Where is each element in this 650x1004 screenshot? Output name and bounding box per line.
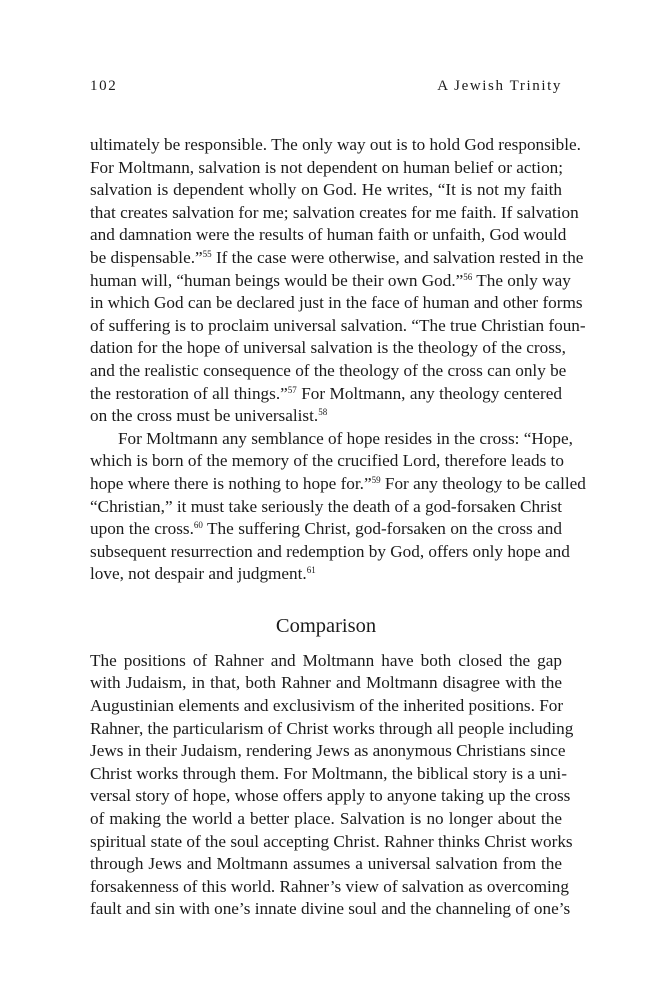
footnote-ref: 55 <box>202 248 212 259</box>
text-line: on the cross must be universalist.$^{58}$ <box>90 406 328 426</box>
paragraph-2 <box>90 428 586 586</box>
text-line: hope where there is nothing to hope for.”$^{59}$ For any theology to be called <box>90 473 586 493</box>
text-line: spiritual state of the soul accepting Christ. Rahner thinks Christ works <box>90 831 573 851</box>
footnote-ref: 57 <box>287 384 297 395</box>
text-line: which is born of the memory of the crucified Lord, therefore leads to <box>90 451 564 471</box>
footnote-ref: 60 <box>193 520 203 531</box>
footnote-ref: 61 <box>306 565 316 576</box>
text-line: dation for the hope of universal salvation is the theology of the cross, <box>90 338 566 358</box>
text-line: and damnation were the results of human faith or unfaith, God would <box>90 225 567 245</box>
text-line: human will, “human beings would be their own God.”$^{56}$ The only way <box>90 270 571 290</box>
text-line: subsequent resurrection and redemption by God, offers only hope and <box>90 541 570 561</box>
text-line: forsakenness of this world. Rahner’s view of salvation as overcoming <box>90 876 569 896</box>
text-line: Rahner, the particularism of Christ works through all people including <box>90 718 574 738</box>
text-line: salvation is dependent wholly on God. He writes, “It is not my faith <box>90 180 562 200</box>
text-line: “Christian,” it must take seriously the death of a god-forsaken Christ <box>90 496 563 516</box>
book-title: A Jewish Trinity <box>437 78 562 94</box>
text-line: be dispensable.”$^{55}$ If the case were otherwise, and salvation rested in the <box>90 247 584 267</box>
text-line: and the realistic consequence of the theology of the cross can only be <box>90 360 567 380</box>
text-line: upon the cross.$^{60}$ The suffering Christ, god-forsaken on the cross and <box>90 519 562 539</box>
body-text <box>90 134 586 921</box>
text-line: the restoration of all things.”$^{57}$ For Moltmann, any theology centered <box>90 383 562 403</box>
text-line: with Judaism, in that, both Rahner and Moltmann disagree with the <box>90 673 562 693</box>
section-heading: Comparison <box>275 614 377 637</box>
text-line: of suffering is to proclaim universal salvation. “The true Christian foun- <box>90 315 586 335</box>
footnote-ref: 56 <box>463 271 473 282</box>
text-line: Christ works through them. For Moltmann, the biblical story is a uni- <box>90 763 567 783</box>
running-head <box>90 78 562 100</box>
paragraph-1 <box>90 134 586 428</box>
footnote-ref: 58 <box>318 407 328 418</box>
text-line: Augustinian elements and exclusivism of the inherited positions. For <box>90 696 564 716</box>
text-line: in which God can be declared just in the face of human and other forms <box>90 293 583 313</box>
text-line: For Moltmann, salvation is not dependent on human belief or action; <box>90 157 564 177</box>
text-line: The positions of Rahner and Moltmann have both closed the gap <box>90 650 562 670</box>
text-line: fault and sin with one’s innate divine soul and the channeling of one’s <box>90 899 571 919</box>
page-number: 102 <box>90 78 118 94</box>
text-line: love, not despair and judgment.$^{61}$ <box>90 564 316 584</box>
text-line: of making the world a better place. Salvation is no longer about the <box>90 809 562 829</box>
text-line: Jews in their Judaism, rendering Jews as anonymous Christians since <box>90 741 566 761</box>
text-line: ultimately be responsible. The only way out is to hold God responsible. <box>90 135 581 154</box>
footnote-ref: 59 <box>371 474 381 485</box>
text-line: through Jews and Moltmann assumes a universal salvation from the <box>90 854 562 874</box>
text-line: For Moltmann any semblance of hope resides in the cross: “Hope, <box>118 428 573 448</box>
paragraph-3 <box>90 650 574 921</box>
text-line: versal story of hope, whose offers apply to anyone taking up the cross <box>90 786 571 806</box>
text-line: that creates salvation for me; salvation creates for me faith. If salvation <box>90 202 579 222</box>
